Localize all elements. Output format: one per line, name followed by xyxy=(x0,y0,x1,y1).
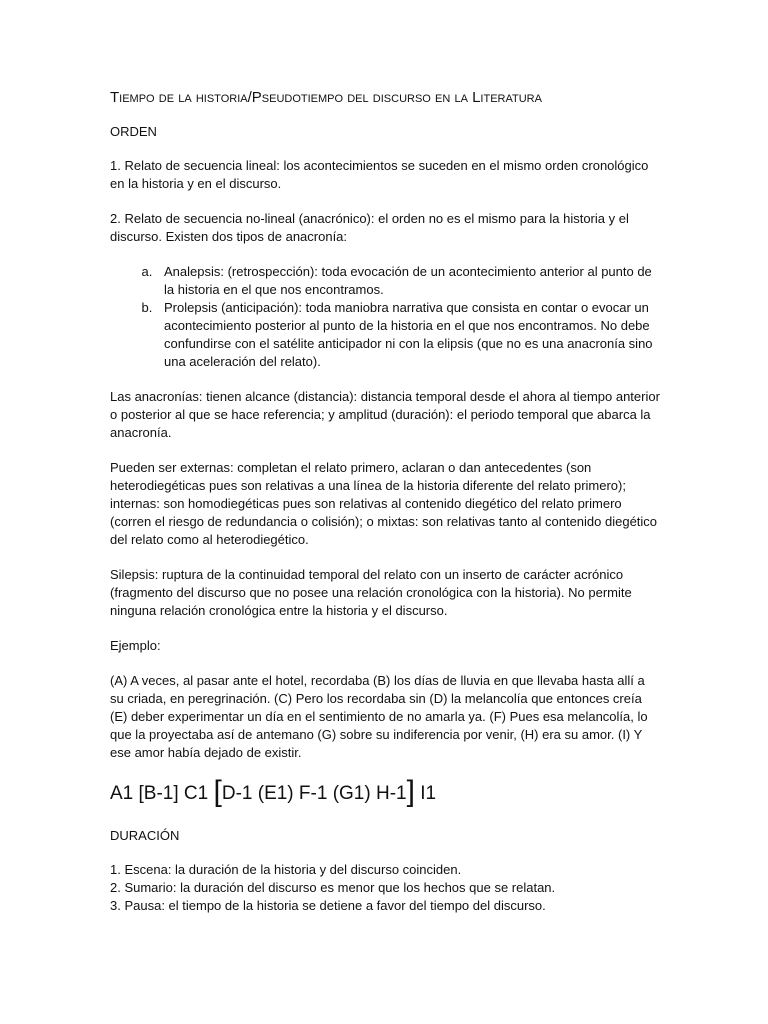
paragraph-linear-sequence: 1. Relato de secuencia lineal: los acontecimientos se suceden en el mismo orden cronológico en la historia y en el discurso. xyxy=(110,158,649,191)
example-text: (A) A veces, al pasar ante el hotel, recordaba (B) los días de lluvia en que llevaba hasta allí a su criada, en peregrinación. (C) Pero los recordaba sin (D) la melancolía que entonces creía (E) deber experimentar un día en el sentimiento de no amarla ya. (F) Pues esa melancolía, lo que la proyectaba así de antemano (G) sobre su indiferencia por venir, (H) era su amor. (I) Y ese amor había dejado de existir. xyxy=(110,673,648,760)
formula-part-after: I1 xyxy=(414,783,437,804)
duration-list xyxy=(110,861,662,915)
document-body xyxy=(110,88,662,915)
anachrony-formula xyxy=(110,777,662,809)
document-title: Tiempo de la historia/Pseudotiempo del discurso en la Literatura xyxy=(110,89,542,106)
formula-close-bracket: ] xyxy=(406,775,415,808)
duration-item-pausa: 3. Pausa: el tiempo de la historia se detiene a favor del tiempo del discurso. xyxy=(110,898,546,913)
list-item-analepsis: a. Analepsis: (retrospección): toda evocación de un acontecimiento anterior al punto de la historia en el que nos encontramos. xyxy=(156,263,662,299)
paragraph-externas-internas: Pueden ser externas: completan el relato primero, aclaran o dan antecedentes (son heterodiegéticas pues son relativas a una línea de la historia diferente del relato primero); internas: son homodiegéticas pues son relativas al contenido diegético del relato primero (corren el riesgo de redundancia o colisión); o mixtas: son relativas tanto al contenido diegético del relato como al heterodiegético. xyxy=(110,460,658,547)
example-label: Ejemplo: xyxy=(110,638,161,653)
anachrony-types-list xyxy=(110,263,662,371)
section-heading-duracion: DURACIÓN xyxy=(110,828,180,843)
paragraph-anacronias: Las anacronías: tienen alcance (distancia): distancia temporal desde el ahora al tiempo anterior o posterior al que se hace referencia; y amplitud (duración): el periodo temporal que abarca la anacronía. xyxy=(110,389,660,440)
paragraph-silepsis: Silepsis: ruptura de la continuidad temporal del relato con un inserto de carácter acrónico (fragmento del discurso que no posee una relación cronológica con la historia). No permite ninguna relación cronológica entre la historia y el discurso. xyxy=(110,567,632,618)
duration-item-escena: 1. Escena: la duración de la historia y del discurso coinciden. xyxy=(110,862,462,877)
section-heading-orden: ORDEN xyxy=(110,124,157,139)
formula-part-inside: D-1 (E1) F-1 (G1) H-1 xyxy=(221,783,407,804)
paragraph-nonlinear-sequence: 2. Relato de secuencia no-lineal (anacrónico): el orden no es el mismo para la historia y el discurso. Existen dos tipos de anacronía: xyxy=(110,211,629,244)
duration-item-sumario: 2. Sumario: la duración del discurso es menor que los hechos que se relatan. xyxy=(110,880,556,895)
formula-part-before: A1 [B-1] C1 xyxy=(110,783,214,804)
formula-open-bracket: [ xyxy=(213,775,222,808)
list-item-prolepsis: b. Prolepsis (anticipación): toda maniobra narrativa que consista en contar o evocar un acontecimiento posterior al punto de la historia en el que nos encontramos. No debe confundirse con el satélite anticipador ni con la elipsis (que no es una anacronía sino una aceleración del relato). xyxy=(156,299,662,371)
